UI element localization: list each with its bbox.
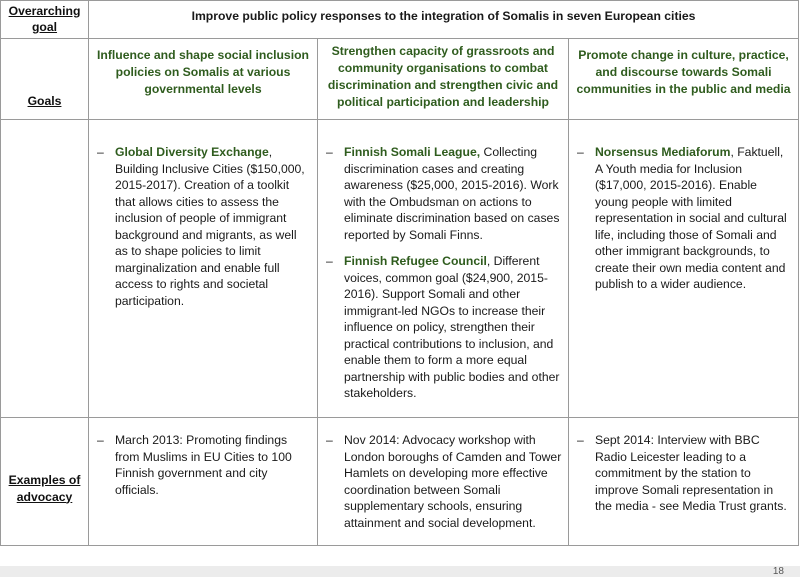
grant-description: Collecting discrimination cases and creating awareness ($25,000, 2015-2016). Work with the Ombudsman on actions to eliminate discrimination based on cases reported by Somali Finns. [344, 145, 560, 242]
overarching-goal-row [1, 1, 799, 39]
goal-3-text: Promote change in culture, practice, and discourse towards Somali communities in the public and media [576, 48, 791, 96]
goal-cell-3 [569, 39, 799, 120]
grant-description: , Faktuell, A Youth media for Inclusion ($17,000, 2015-2016). Enable young people with limited representation in social and cultural life, including those of Somali and other immigrant backgrounds, to create their own media content and publish to a wider audience. [595, 145, 787, 291]
goals-label-cell [1, 39, 89, 120]
grantee-name: Global Diversity Exchange [115, 145, 269, 159]
goals-row [1, 39, 799, 120]
overarching-goal-cell [89, 1, 799, 39]
grants-cell-2 [318, 120, 569, 418]
overarching-goal-label: Overarching goal [8, 4, 81, 34]
grant-description: , Building Inclusive Cities ($150,000, 2015-2017). Creation of a toolkit that allows cities to assess the inclusion of people of immigrant background and migrants, as well as to shape policies to limit marginalization and enable full access to rights and societal participation. [115, 145, 305, 308]
goal-cell-2 [318, 39, 569, 120]
grants-row [1, 120, 799, 418]
goal-cell-1 [89, 39, 318, 120]
advocacy-item-1 [89, 432, 317, 498]
dash-bullet: – [97, 433, 104, 447]
advocacy-item-3 [569, 432, 798, 515]
advocacy-label-cell [1, 418, 89, 546]
overarching-goal-text: Improve public policy responses to the integration of Somalis in seven European cities [191, 9, 696, 24]
grants-cell-1 [89, 120, 318, 418]
page-number: 18 [772, 566, 784, 577]
grantee-name: Finnish Refugee Council [344, 254, 487, 268]
advocacy-row [1, 418, 799, 546]
goal-1-text: Influence and shape social inclusion policies on Somalis at various governmental levels [97, 48, 309, 96]
advocacy-cell-1 [89, 418, 318, 546]
grants-cell-3 [569, 120, 799, 418]
advocacy-cell-3 [569, 418, 799, 546]
grant-item-gde [89, 144, 317, 309]
grants-label-cell [1, 120, 89, 418]
grant-item-frc [318, 253, 568, 402]
dash-bullet: – [326, 433, 333, 447]
grant-item-norsensus [569, 144, 798, 293]
advocacy-text: Nov 2014: Advocacy workshop with London boroughs of Camden and Tower Hamlets on developing more effective coordination between Somali supplementary schools, ensuring attainment and social development. [344, 433, 562, 530]
advocacy-item-2 [318, 432, 568, 531]
grant-description: , Different voices, common goal ($24,900, 2015-2016). Support Somali and other immigrant-led NGOs to increase their influence on policy, strengthen their practical contributions to inclusion, and enable them to form a more equal partnership with public bodies and other stakeholders. [344, 254, 560, 400]
goals-label: Goals [27, 93, 62, 108]
dash-bullet: – [577, 145, 584, 159]
dash-bullet: – [326, 145, 333, 159]
overarching-goal-label-cell [1, 1, 89, 39]
advocacy-text: March 2013: Promoting findings from Muslims in EU Cities to 100 Finnish government and city officials. [115, 433, 292, 497]
dash-bullet: – [326, 254, 333, 268]
grant-item-fsl [318, 144, 568, 243]
goal-2-text: Strengthen capacity of grassroots and community organisations to combat discrimination and strengthen civic and political participation and leadership [327, 44, 559, 109]
grantee-name: Norsensus Mediaforum [595, 145, 731, 159]
dash-bullet: – [97, 145, 104, 159]
advocacy-label: Examples of advocacy [8, 472, 81, 504]
dash-bullet: – [577, 433, 584, 447]
page-footer-bar [0, 566, 800, 577]
advocacy-text: Sept 2014: Interview with BBC Radio Leicester leading to a commitment by the station to improve Somali representation in the media - see Media Trust grants. [595, 433, 787, 513]
grantee-name: Finnish Somali League, [344, 145, 481, 159]
advocacy-cell-2 [318, 418, 569, 546]
